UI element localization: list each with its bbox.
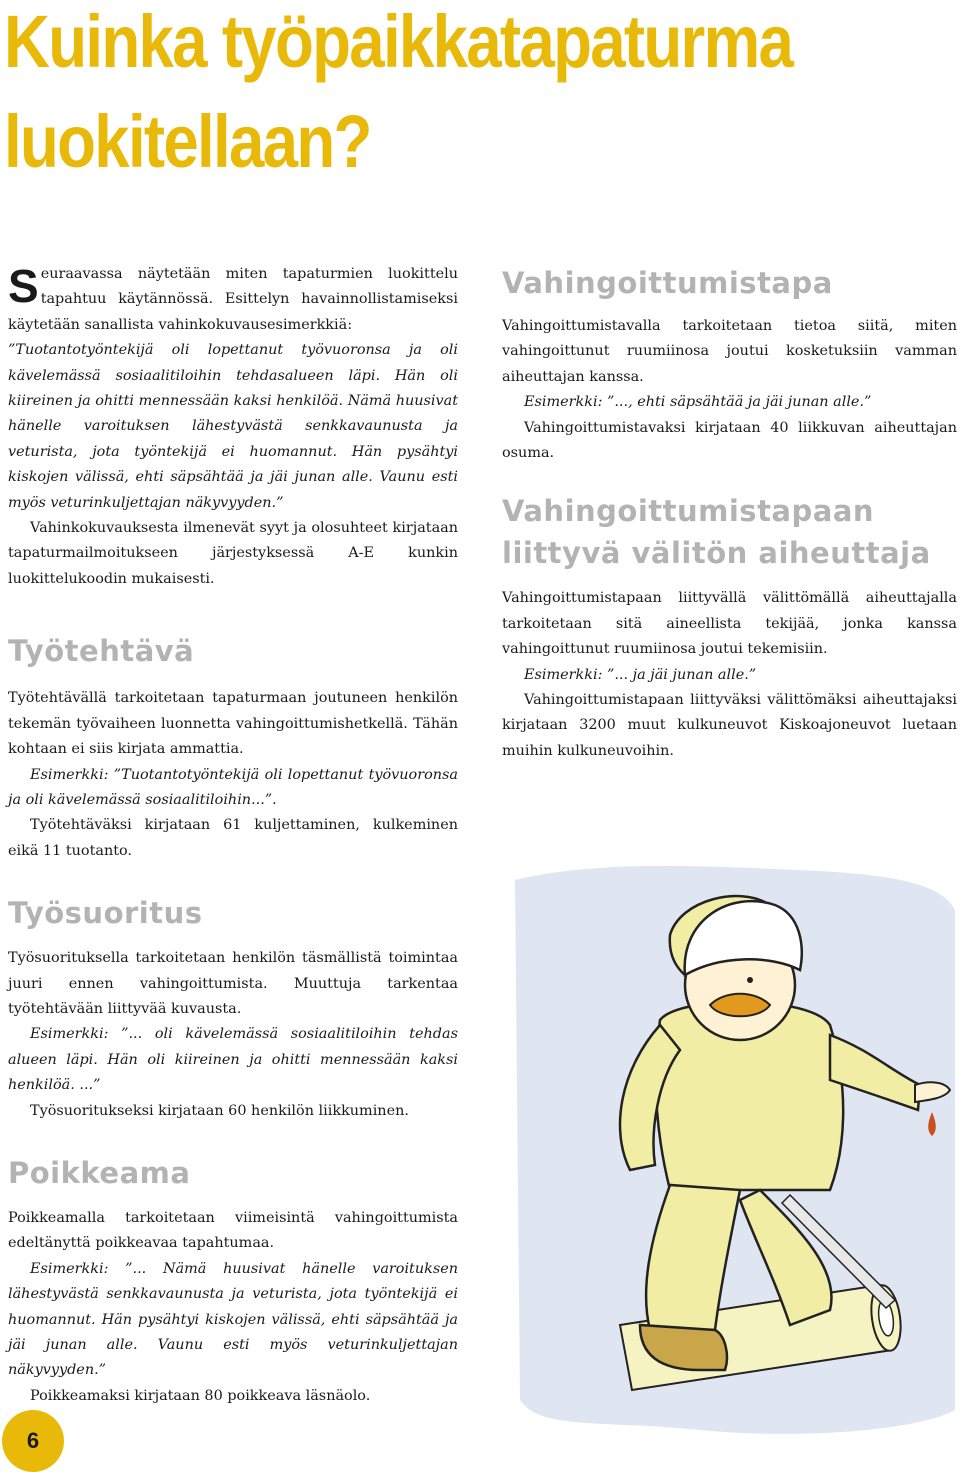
section-poikkeama xyxy=(8,1152,458,1409)
section-tyosuoritus xyxy=(8,892,458,1124)
page-number-badge xyxy=(2,1410,64,1472)
section-vahingoittumistapa xyxy=(502,262,957,466)
section-example: Esimerkki: ”... Nämä huusivat hänelle varoituksen lähestyvästä senkkavaunusta ja veturista, jota työntekijä ei huomannut. Hän pysähtyi kiskojen välissä, ehti säpsähtää ja jäi junan alle. Vaunu esti myös veturinkuljettajan näkyvyyden.” xyxy=(8,1260,458,1379)
section-result: Työtehtäväksi kirjataan 61 kuljettaminen, kulkeminen eikä 11 tuotanto. xyxy=(8,817,458,859)
page-number: 6 xyxy=(26,1428,40,1453)
section-text: Työsuorituksella tarkoitetaan henkilön täsmällistä toimintaa juuri ennen vahingoittumista. Muuttuja tarkentaa työtehtävään liittyvää kuvausta. xyxy=(8,950,458,1017)
section-text: Vahingoittumistapaan liittyvällä välittömällä aiheuttajalla tarkoitetaan sitä aineellista tekijää, jonka kanssa vahingoittunut ruumiinosa joutui tekemisiin. xyxy=(502,590,957,658)
section-valiton-aiheuttaja xyxy=(502,490,957,764)
section-example: Esimerkki: ”... ja jäi junan alle.” xyxy=(524,666,757,683)
right-column xyxy=(502,262,957,764)
section-heading: Työsuoritus xyxy=(8,896,203,931)
section-example: Esimerkki: ”... oli kävelemässä sosiaalitiloihin tehdas alueen läpi. Hän oli kiireinen ja ohitti mennessään kaksi henkilöä. ...” xyxy=(8,1026,458,1094)
section-heading: Työtehtävä xyxy=(8,634,195,669)
section-example: Esimerkki: ”..., ehti säpsähtää ja jäi junan alle.” xyxy=(524,394,872,411)
intro-text: euraavassa näytetään miten tapaturmien luokittelu tapahtuu käytännössä. Esittelyn havainnollistamiseksi käytetään sanallista vahinkokuvausesimerkkiä: xyxy=(8,266,458,333)
section-heading: Vahingoittumistapa xyxy=(502,266,833,300)
section-result: Poikkeamaksi kirjataan 80 poikkeava läsnäolo. xyxy=(30,1387,371,1404)
intro-dropcap: S xyxy=(8,260,39,312)
section-example: Esimerkki: ”Tuotantotyöntekijä oli lopettanut työvuoronsa ja oli kävelemässä sosiaalitiloihin...”. xyxy=(8,766,458,808)
intro-section xyxy=(8,262,458,592)
section-text: Työtehtävällä tarkoitetaan tapaturmaan joutuneen henkilön tekemän työvaiheen luonnetta vahingoittumishetkellä. Tähän kohtaan ei siis kirjata ammattia. xyxy=(8,690,458,758)
section-result: Työsuoritukseksi kirjataan 60 henkilön liikkuminen. xyxy=(30,1102,409,1119)
section-result: Vahingoittumistavaksi kirjataan 40 liikkuvan aiheuttajan osuma. xyxy=(502,419,957,462)
page-title xyxy=(4,0,821,192)
intro-text-2: Vahinkokuvauksesta ilmenevät syyt ja olosuhteet kirjataan tapaturmailmoitukseen järjestyksessä A-E kunkin luokittelukoodin mukaisesti. xyxy=(8,520,458,587)
left-column xyxy=(8,262,458,1409)
section-text: Poikkeamalla tarkoitetaan viimeisintä vahingoittumista edeltänyttä poikkeavaa tapahtumaa. xyxy=(8,1209,458,1252)
section-result: Vahingoittumistapaan liittyväksi välittömäksi aiheuttajaksi kirjataan 3200 muut kulkuneuvot Kiskoajoneuvot luetaan muihin kulkuneuvoihin. xyxy=(502,692,957,759)
page-title-line-1: Kuinka työpaikkatapaturma xyxy=(4,0,793,83)
section-text: Vahingoittumistavalla tarkoitetaan tietoa siitä, miten vahingoittunut ruumiinosa joutui kosketuksiin vamman aiheuttajan kanssa. xyxy=(502,318,957,385)
kneeling-worker-illustration xyxy=(500,770,960,1450)
section-heading: Poikkeama xyxy=(8,1155,191,1190)
section-heading: Vahingoittumistapaan liittyvä välitön aiheuttaja xyxy=(502,494,931,571)
page-title-line-2: luokitellaan? xyxy=(4,100,371,183)
intro-quote: ”Tuotantotyöntekijä oli lopettanut työvuoronsa ja oli kävelemässä sosiaalitiloihin tehdasalueen läpi. Hän oli kiireinen ja ohitti mennessään kaksi henkilöä. Nämä huusivat hänelle varoituksen lähestyvästä senkkavaunusta ja veturista, jota työntekijä ei huomannut. Hän pysähtyi kiskojen välissä, ehti säpsähtää ja jäi junan alle. Vaunu esti myös veturinkuljettajan näkyvyyden.” xyxy=(8,342,458,511)
worker-head xyxy=(685,901,802,1040)
section-tyotehtava xyxy=(8,630,458,864)
